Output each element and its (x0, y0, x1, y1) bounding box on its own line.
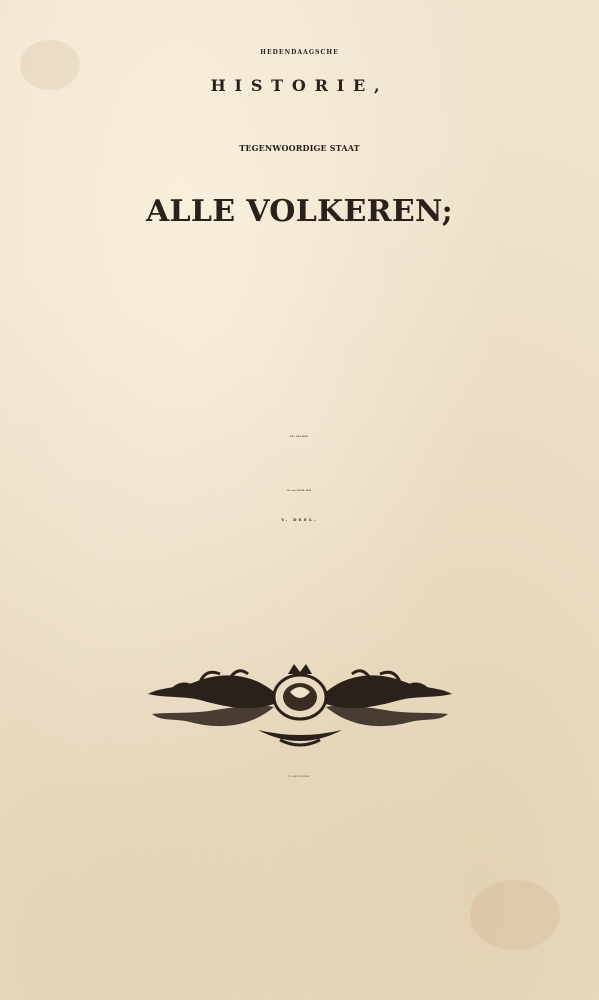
imprint-place: Te AMSTERDAM, (288, 776, 311, 778)
author: TH. SALMON. (289, 436, 310, 438)
translator: M. van GOCH, M.D. (287, 490, 312, 492)
title-line-1: HEDENDAAGSCHE (260, 49, 339, 56)
printers-ornament-icon (140, 652, 460, 752)
title-line-2: HISTORIE, (210, 76, 389, 95)
title-line-4: TEGENWOORDIGE STAAT (239, 143, 360, 153)
title-line-6: ALLE VOLKEREN; (145, 194, 454, 229)
volume: V. DEEL. (281, 517, 318, 522)
